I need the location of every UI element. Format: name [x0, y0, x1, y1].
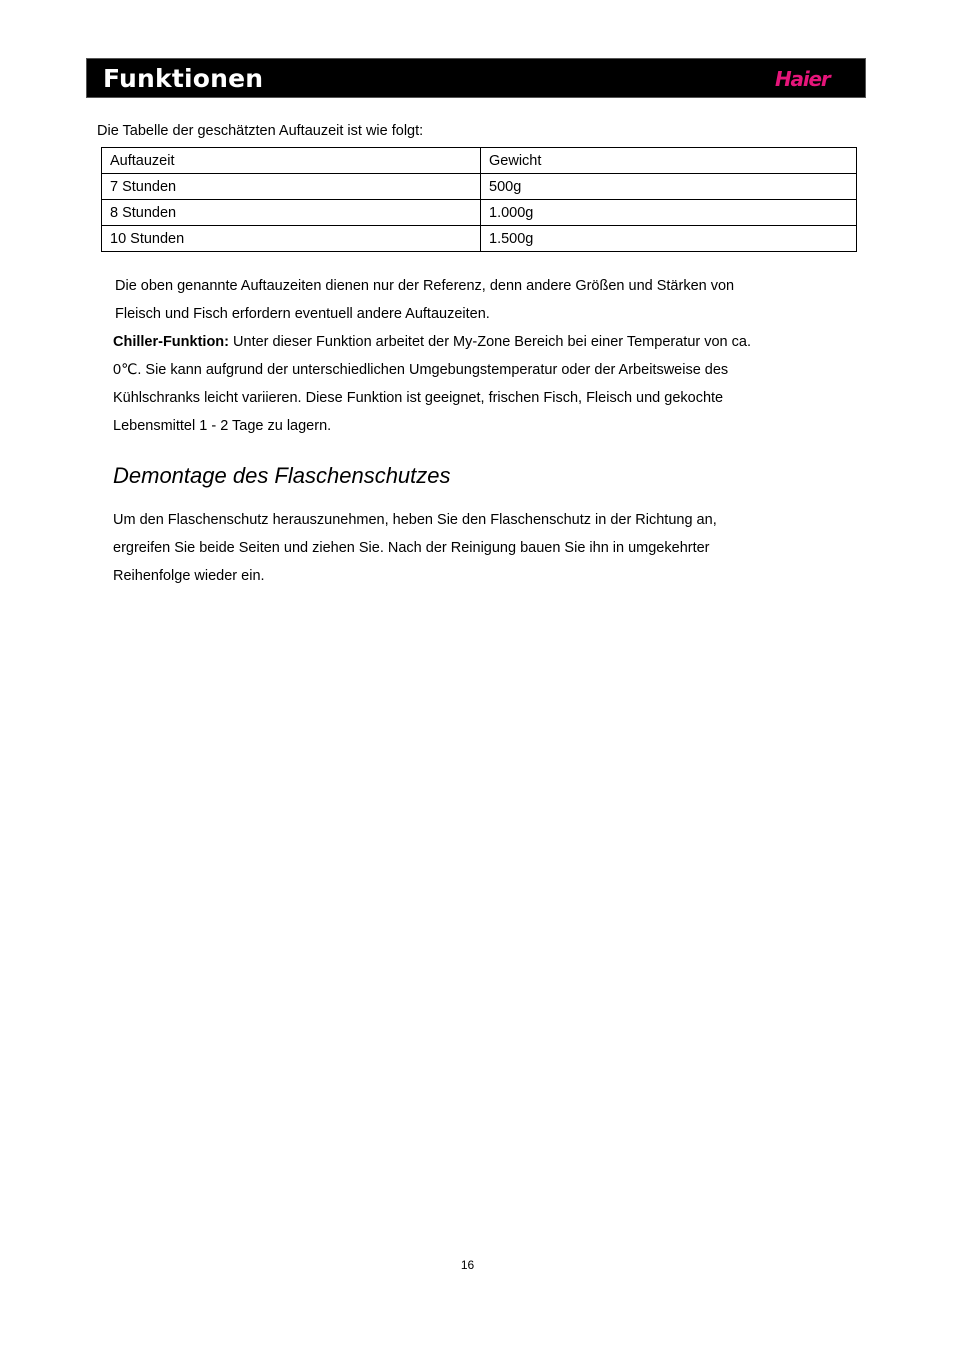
haier-logo — [775, 66, 835, 90]
table-row — [102, 174, 857, 200]
table-cell: 8 Stunden — [102, 200, 481, 226]
svg-text:Haier: Haier — [775, 67, 830, 90]
text-line — [113, 328, 853, 356]
table-header-cell: Auftauzeit — [102, 148, 481, 174]
table-cell: 1.000g — [481, 200, 857, 226]
page-number: 16 — [460, 1258, 475, 1272]
text-line: ergreifen Sie beide Seiten und ziehen Sie. Nach der Reinigung bauen Sie ihn in umgekehrter — [113, 540, 710, 556]
text-line: Kühlschranks leicht variieren. Diese Funktion ist geeignet, frischen Fisch, Fleisch und gekochte — [113, 390, 724, 406]
table-row — [102, 200, 857, 226]
text-line: Die oben genannte Auftauzeiten dienen nur der Referenz, denn andere Größen und Stärken von — [115, 278, 735, 294]
section-title: Funktionen — [103, 64, 264, 93]
section-heading: Demontage des Flaschenschutzes — [113, 463, 451, 488]
section-header-bar — [86, 58, 866, 98]
chiller-function-paragraph — [113, 328, 853, 440]
chiller-label: Chiller-Funktion: — [113, 334, 229, 350]
text-line: 0℃. Sie kann aufgrund der unterschiedlichen Umgebungstemperatur oder der Arbeitsweise des — [113, 362, 729, 378]
reference-note — [115, 272, 855, 328]
text-line: Reihenfolge wieder ein. — [113, 568, 265, 584]
table-row — [102, 226, 857, 252]
bottle-guard-paragraph — [113, 506, 853, 590]
table-intro-text: Die Tabelle der geschätzten Auftauzeit ist wie folgt: — [97, 123, 424, 139]
table-cell: 500g — [481, 174, 857, 200]
table-cell: 7 Stunden — [102, 174, 481, 200]
text-line: Lebensmittel 1 - 2 Tage zu lagern. — [113, 418, 332, 434]
table-header-cell: Gewicht — [481, 148, 857, 174]
text-line: Um den Flaschenschutz herauszunehmen, heben Sie den Flaschenschutz in der Richtung an, — [113, 512, 717, 528]
thaw-time-table — [101, 147, 857, 252]
table-cell: 10 Stunden — [102, 226, 481, 252]
table-header-row — [102, 148, 857, 174]
text-line: Fleisch und Fisch erfordern eventuell andere Auftauzeiten. — [115, 306, 490, 322]
table-cell: 1.500g — [481, 226, 857, 252]
chiller-first-line: Unter dieser Funktion arbeitet der My-Zone Bereich bei einer Temperatur von ca. — [229, 334, 751, 350]
